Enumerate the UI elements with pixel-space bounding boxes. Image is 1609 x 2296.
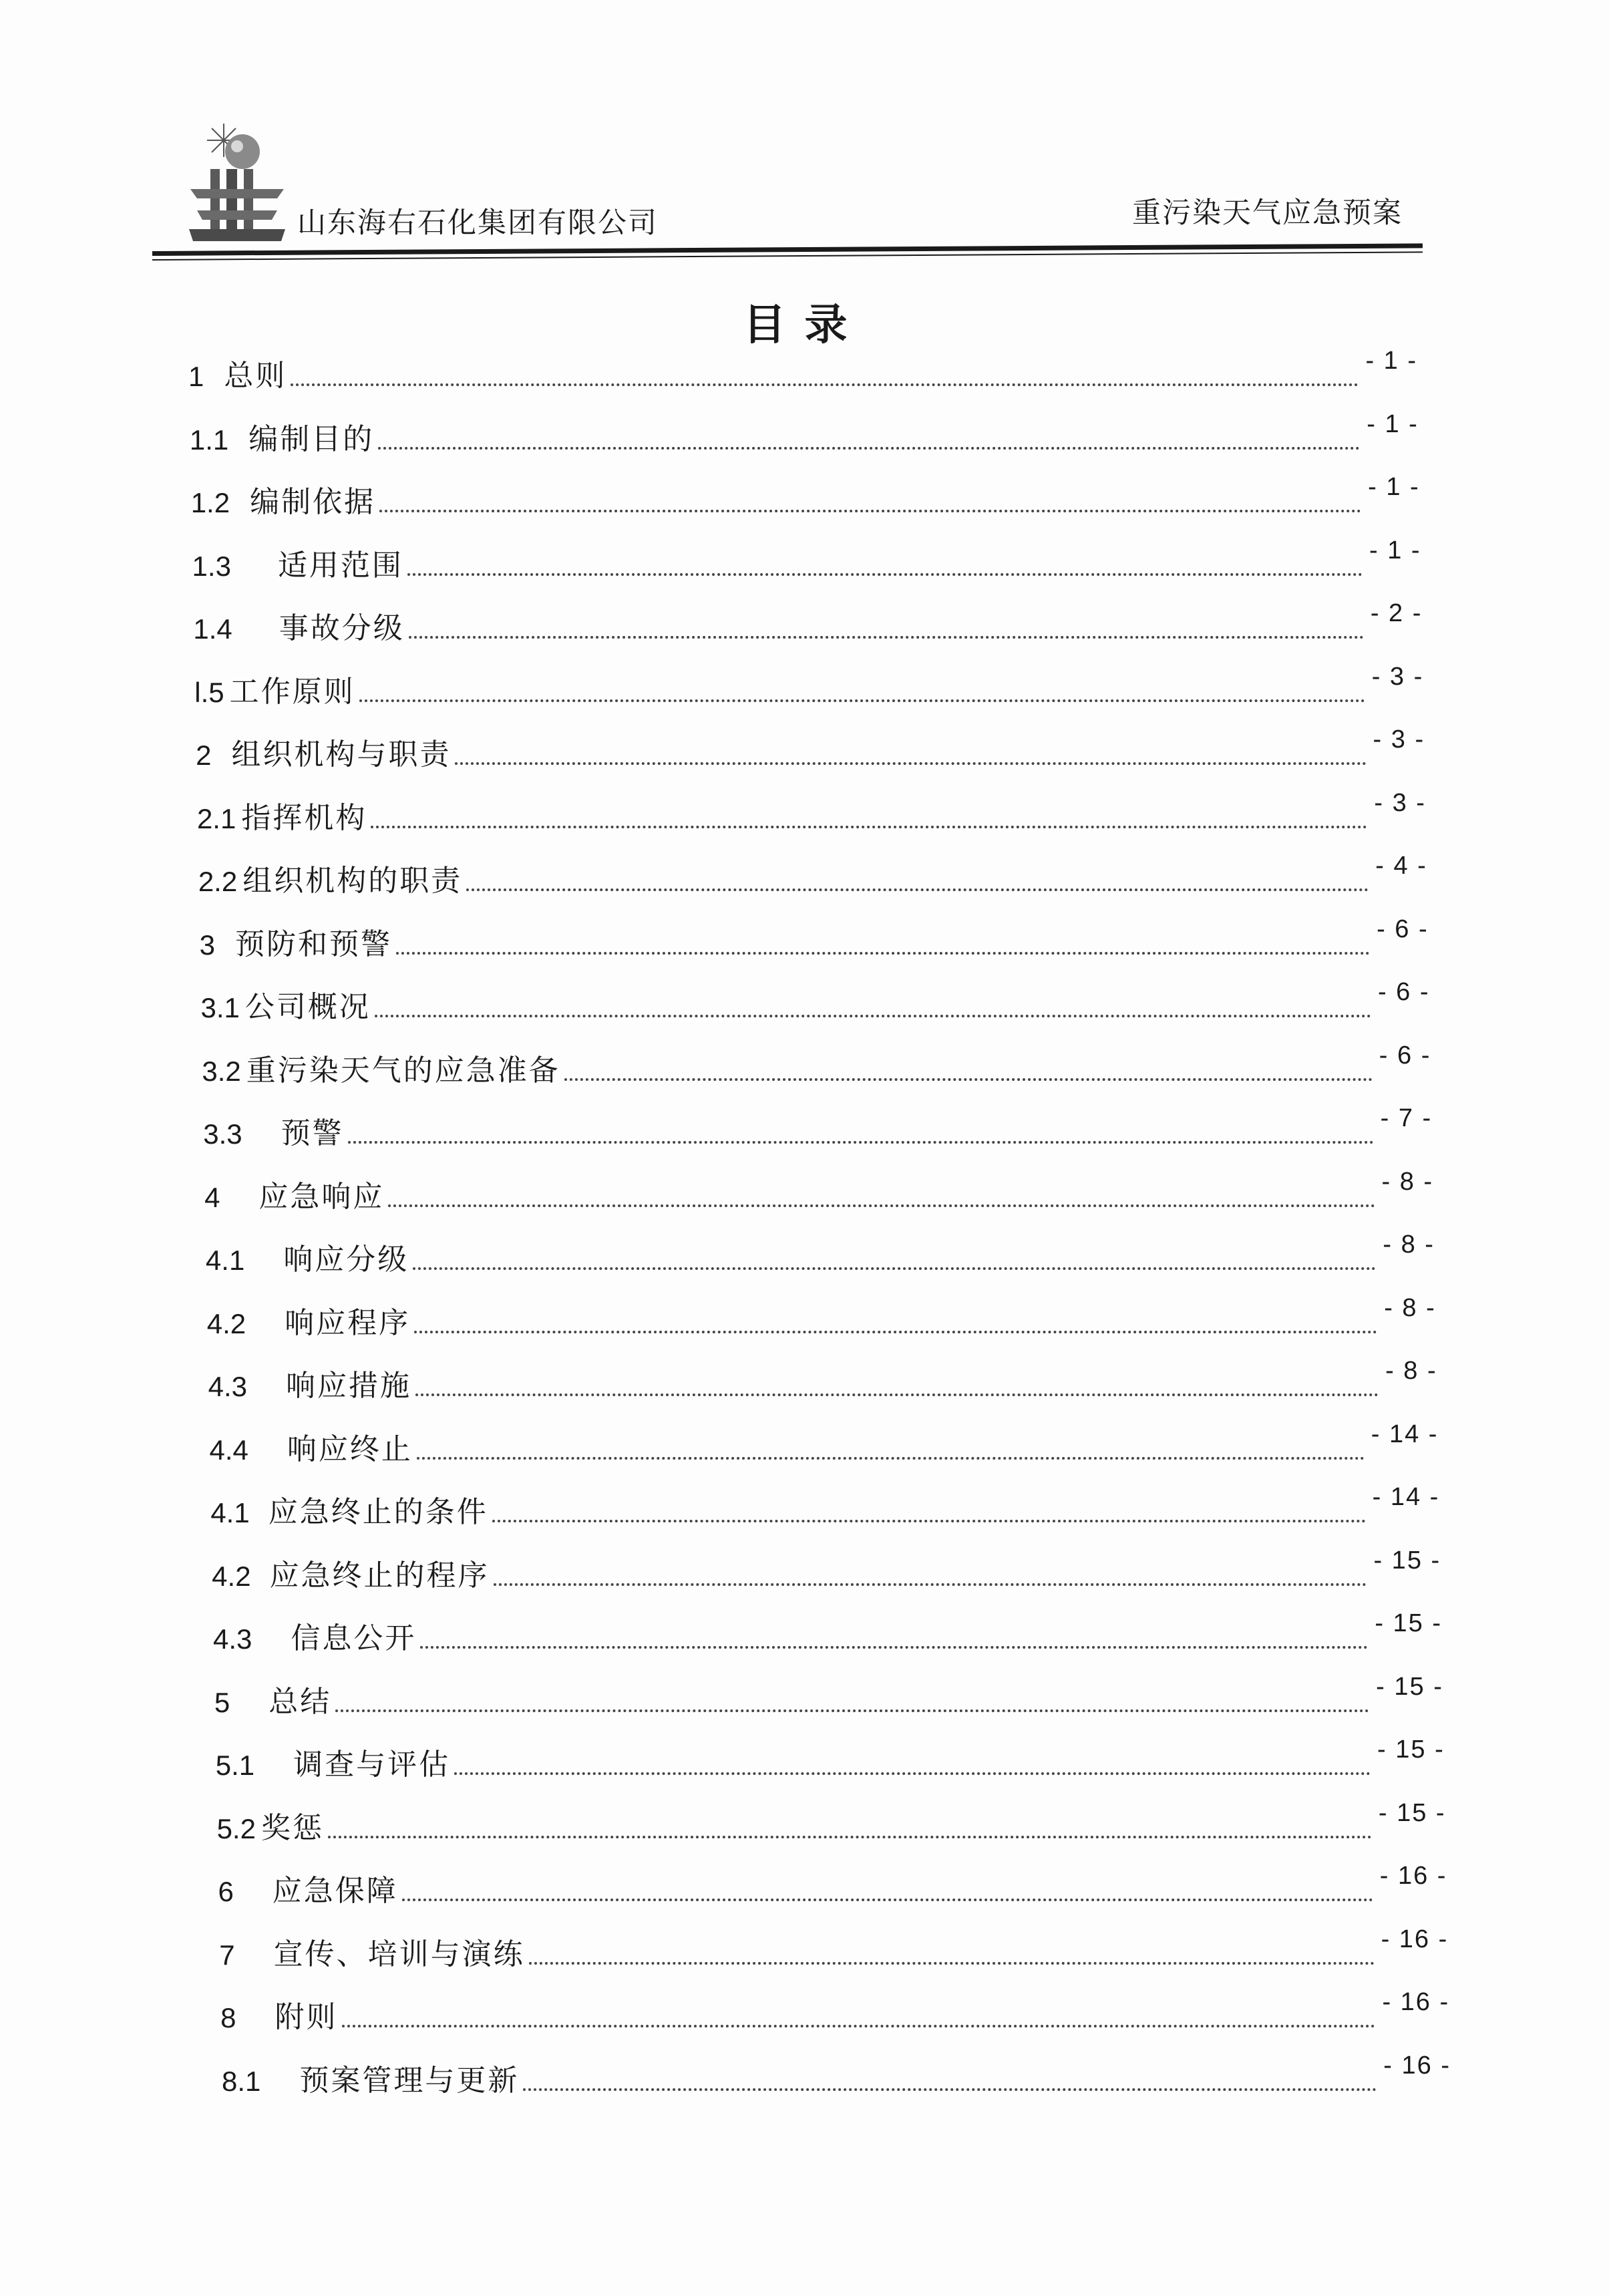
toc-dot-leader bbox=[454, 1772, 1371, 1775]
toc-entry-label: 预防和预警 bbox=[235, 927, 393, 961]
toc-entry bbox=[202, 1041, 1431, 1089]
toc-entry-label: 响应措施 bbox=[286, 1369, 412, 1403]
toc-dot-leader bbox=[342, 2025, 1376, 2027]
toc-entry bbox=[188, 347, 1417, 394]
toc-entry bbox=[220, 1988, 1450, 2035]
toc-entry-page: - 3 - bbox=[1374, 788, 1426, 817]
toc-entry-number: 2.1 bbox=[196, 802, 236, 834]
toc-entry-label: 组织机构与职责 bbox=[231, 737, 452, 772]
toc-entry bbox=[206, 1293, 1436, 1341]
toc-entry-number: 6 bbox=[218, 1876, 234, 1907]
toc-entry-number: 4.1 bbox=[205, 1245, 245, 1276]
toc-entry-page: - 16 - bbox=[1383, 2051, 1451, 2080]
toc-entry bbox=[212, 1546, 1441, 1594]
toc-entry-page: - 14 - bbox=[1372, 1483, 1440, 1511]
toc-entry-label: 事故分级 bbox=[279, 611, 405, 645]
toc-entry-number: 4.3 bbox=[208, 1371, 248, 1402]
toc-entry-label: 重污染天气的应急准备 bbox=[246, 1053, 560, 1088]
toc-entry-page: - 3 - bbox=[1373, 725, 1425, 754]
toc-entry-label: 总则 bbox=[224, 359, 287, 393]
toc-entry-page: - 15 - bbox=[1377, 1736, 1445, 1764]
toc-entry bbox=[196, 788, 1426, 836]
toc-entry-page: - 1 - bbox=[1367, 409, 1419, 438]
toc-entry-page: - 6 - bbox=[1379, 1041, 1431, 1070]
toc-entry-number: 3.3 bbox=[203, 1118, 242, 1150]
toc-entry-page: - 1 - bbox=[1365, 347, 1417, 375]
toc-entry-page: - 15 - bbox=[1373, 1546, 1441, 1575]
toc-dot-leader bbox=[378, 447, 1360, 450]
toc-entry-number: 4.4 bbox=[209, 1434, 248, 1466]
toc-entry-number: l.5 bbox=[194, 676, 224, 708]
toc-entry bbox=[214, 1672, 1443, 1720]
toc-entry-label: 响应程序 bbox=[285, 1305, 411, 1340]
toc-dot-leader bbox=[388, 1204, 1375, 1207]
toc-entry-label: 信息公开 bbox=[291, 1621, 417, 1655]
toc-entry bbox=[204, 1167, 1434, 1215]
toc-entry-number: 1.2 bbox=[190, 487, 230, 518]
toc-entry-number: 4.3 bbox=[213, 1623, 252, 1655]
toc-dot-leader bbox=[455, 762, 1366, 765]
toc-dot-leader bbox=[415, 1393, 1379, 1396]
toc-entry bbox=[194, 662, 1424, 710]
toc-entry bbox=[190, 473, 1420, 520]
toc-dot-leader bbox=[409, 636, 1364, 639]
toc-entry-page: - 1 - bbox=[1368, 473, 1420, 501]
toc-entry-number: 4.2 bbox=[212, 1560, 251, 1592]
toc-entry-number: 8.1 bbox=[222, 2065, 261, 2097]
toc-dot-leader bbox=[402, 1899, 1373, 1901]
toc-entry bbox=[208, 1357, 1437, 1404]
toc-entry-label: 预案管理与更新 bbox=[299, 2063, 520, 2098]
toc-entry-number: 2.2 bbox=[198, 866, 238, 897]
toc-entry bbox=[199, 915, 1429, 963]
toc-entry-label: 应急响应 bbox=[258, 1179, 385, 1214]
toc-entry-number: 4 bbox=[204, 1181, 220, 1213]
toc-title: 目录 bbox=[743, 300, 866, 350]
toc-entry-page: - 14 - bbox=[1371, 1420, 1439, 1448]
toc-entry-label: 宣传、培训与演练 bbox=[273, 1937, 525, 1971]
toc-dot-leader bbox=[396, 952, 1370, 955]
toc-entry-number: 1 bbox=[188, 361, 204, 392]
toc-entry-number: 2 bbox=[196, 740, 212, 771]
toc-entry-number: 5.1 bbox=[215, 1750, 255, 1781]
toc-entry bbox=[198, 852, 1427, 899]
toc-entry bbox=[215, 1736, 1445, 1783]
toc-entry bbox=[209, 1420, 1439, 1468]
toc-dot-leader bbox=[371, 826, 1367, 828]
toc-entry-label: 响应终止 bbox=[287, 1432, 413, 1466]
toc-entry-label: 附则 bbox=[275, 2000, 338, 2034]
toc-dot-leader bbox=[379, 510, 1361, 512]
toc-entry-number: 3.2 bbox=[202, 1055, 241, 1087]
toc-entry-page: - 15 - bbox=[1376, 1672, 1443, 1701]
toc-entry-label: 适用范围 bbox=[277, 548, 403, 583]
header-document-title: 重污染天气应急预案 bbox=[1132, 196, 1403, 230]
toc-entry-page: - 6 - bbox=[1377, 978, 1430, 1006]
toc-entry-number: 8 bbox=[220, 2002, 236, 2033]
toc-dot-leader bbox=[291, 383, 1359, 386]
toc-entry-page: - 8 - bbox=[1381, 1167, 1434, 1196]
toc-dot-leader bbox=[348, 1141, 1374, 1144]
toc-dot-leader bbox=[335, 1709, 1369, 1712]
toc-entry-label: 响应分级 bbox=[283, 1243, 409, 1277]
toc-dot-leader bbox=[420, 1646, 1368, 1649]
toc-entry bbox=[216, 1798, 1446, 1846]
toc-dot-leader bbox=[413, 1267, 1376, 1270]
toc-entry-number: 3.1 bbox=[200, 992, 240, 1023]
toc-entry-number: 1.1 bbox=[189, 424, 229, 456]
toc-entry-label: 组织机构的职责 bbox=[242, 864, 463, 898]
toc-dot-leader bbox=[529, 1962, 1375, 1965]
toc-dot-leader bbox=[564, 1078, 1373, 1081]
toc-entry-label: 编制目的 bbox=[248, 422, 375, 456]
toc-entry bbox=[193, 599, 1423, 647]
toc-entry-label: 预警 bbox=[281, 1116, 344, 1150]
toc-dot-leader bbox=[414, 1331, 1377, 1333]
toc-entry-label: 工作原则 bbox=[229, 674, 355, 709]
toc-entry-page: - 3 - bbox=[1371, 662, 1424, 691]
toc-dot-leader bbox=[466, 888, 1369, 891]
toc-entry bbox=[213, 1609, 1443, 1657]
toc-entry-label: 公司概况 bbox=[244, 990, 371, 1024]
toc-entry-page: - 8 - bbox=[1384, 1293, 1436, 1322]
toc-entry-page: - 16 - bbox=[1379, 1862, 1447, 1890]
toc-dot-leader bbox=[407, 573, 1363, 576]
toc-entry-label: 总结 bbox=[269, 1684, 332, 1719]
toc-dot-leader bbox=[328, 1836, 1372, 1838]
company-name: 山东海右石化集团有限公司 bbox=[297, 206, 658, 240]
toc-entry-label: 应急终止的条件 bbox=[268, 1495, 488, 1529]
toc-dot-leader bbox=[492, 1520, 1366, 1522]
toc-entry-label: 应急终止的程序 bbox=[269, 1558, 490, 1593]
toc-entry bbox=[219, 1925, 1449, 1973]
toc-entry-page: - 15 - bbox=[1378, 1798, 1446, 1827]
toc-entry-number: 4.1 bbox=[210, 1497, 250, 1528]
toc-entry bbox=[189, 409, 1419, 458]
toc-dot-leader bbox=[375, 1015, 1371, 1017]
toc-entry-label: 编制依据 bbox=[250, 485, 376, 519]
toc-entry-page: - 7 - bbox=[1380, 1104, 1433, 1132]
toc-entry-page: - 16 - bbox=[1382, 1988, 1450, 2016]
toc-entry-number: 5.2 bbox=[216, 1812, 256, 1844]
toc-entry-page: - 15 - bbox=[1375, 1609, 1443, 1637]
toc-entry-page: - 16 - bbox=[1381, 1925, 1449, 1953]
toc-dot-leader bbox=[359, 699, 1365, 702]
toc-entry-number: 1.3 bbox=[192, 550, 231, 582]
toc-entry bbox=[205, 1231, 1435, 1278]
toc-entry-label: 应急保障 bbox=[272, 1874, 398, 1908]
toc-entry bbox=[200, 978, 1430, 1025]
toc-entry-number: 4.2 bbox=[206, 1307, 246, 1339]
toc-entry-number: 7 bbox=[219, 1939, 235, 1971]
toc-entry bbox=[210, 1483, 1440, 1530]
toc-entry-page: - 8 - bbox=[1383, 1231, 1435, 1259]
toc-dot-leader bbox=[494, 1583, 1367, 1586]
toc-entry-number: 5 bbox=[214, 1686, 230, 1718]
toc-entry bbox=[192, 536, 1421, 584]
toc-entry-page: - 4 - bbox=[1375, 852, 1427, 880]
toc-entry-page: - 2 - bbox=[1370, 599, 1423, 627]
toc-entry-label: 奖惩 bbox=[260, 1810, 324, 1845]
toc-entry bbox=[222, 2051, 1451, 2099]
toc-dot-leader bbox=[417, 1457, 1365, 1460]
toc-entry-label: 调查与评估 bbox=[293, 1748, 451, 1782]
toc-entry bbox=[218, 1862, 1447, 1909]
toc-entry-page: - 1 - bbox=[1369, 536, 1421, 564]
toc-entry bbox=[203, 1104, 1433, 1152]
toc-entry-label: 指挥机构 bbox=[241, 800, 367, 835]
toc-entry-page: - 8 - bbox=[1385, 1357, 1437, 1385]
toc-entry-page: - 6 - bbox=[1377, 915, 1429, 943]
toc-entry-number: 1.4 bbox=[193, 613, 232, 645]
toc-dot-leader bbox=[523, 2088, 1377, 2091]
toc-entry bbox=[196, 725, 1425, 773]
toc-entry-number: 3 bbox=[199, 929, 216, 961]
